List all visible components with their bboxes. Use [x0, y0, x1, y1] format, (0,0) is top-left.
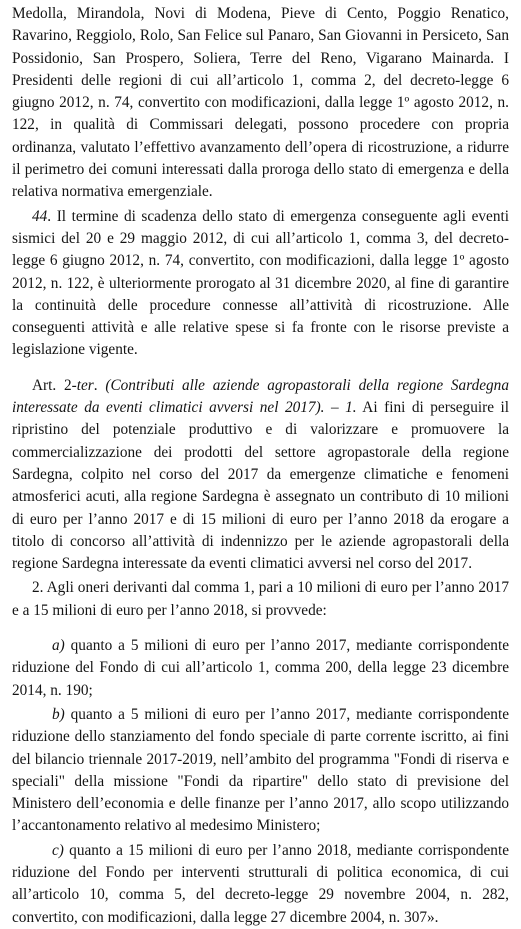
article-title: (Contributi alle aziende agropastorali della regione Sardegna interessate da eventi climatici avversi nel 2017). – 1.	[12, 376, 509, 417]
paragraph-comuni-continued: Medolla, Mirandola, Novi di Modena, Pieve di Cento, Poggio Renatico, Ravarino, Reggiolo, Rolo, San Felice sul Panaro, San Giovanni in Persiceto, San Possidonio, San Prospero, Soliera, Terre del Reno, Vigarano Mainarda. I Presidenti delle regioni di cui all’articolo 1, comma 2, del decreto-legge 6 giugno 2012, n. 74, convertito con modificazioni, dalla legge 1º agosto 2012, n. 122, in qualità di Commissari delegati, possono procedere con propria ordinanza, valutato l’effettivo avanzamento dell’opera di ricostruzione, a ridurre il perimetro dei comuni interessati dalla proroga dello stato di emergenza e della relativa normativa emergenziale.	[12, 5, 509, 201]
list-text-b: quanto a 5 milioni di euro per l’anno 2017, mediante corrispondente riduzione dello stanziamento del fondo speciale di parte corrente iscritto, ai fini del bilancio triennale 2017-2019, nell’ambito del programma "Fondi di riserva e speciali" della missione "Fondi da ripartire" dello stato di previsione del Ministero dell’economia e delle finanze per l’anno 2017, allo scopo utilizzando l’accantonamento relativo al medesimo Ministero;	[12, 705, 509, 835]
paragraph-art-2-ter	[12, 375, 509, 576]
paragraph-comma-2: 2. Agli oneri derivanti dal comma 1, pari a 10 milioni di euro per l’anno 2017 e a 15 milioni di euro per l’anno 2018, si provvede:	[12, 579, 509, 619]
article-label: Art. 2-	[32, 376, 77, 394]
comma-number: 44	[32, 207, 48, 225]
list-item-a	[12, 635, 509, 702]
article-dot: .	[93, 376, 106, 394]
comma-44-text: . Il termine di scadenza dello stato di emergenza conseguente agli eventi sismici del 20 e 29 maggio 2012, di cui all’articolo 1, comma 3, del decreto-legge 6 giugno 2012, n. 74, convertito, con modificazioni, dalla legge 1º agosto 2012, n. 122, è ulteriormente prorogato al 31 dicembre 2020, al fine di garantire la continuità delle procedure connesse all’attività di ricostruzione. Alle conseguenti attività e alle relative spese si fa fronte con le risorse previste a legislazione vigente.	[12, 207, 509, 359]
list-label-b: b)	[52, 705, 65, 723]
list-text-c: quanto a 15 milioni di euro per l’anno 2018, mediante corrispondente riduzione del Fondo per interventi strutturali di politica economica, di cui all’articolo 10, comma 5, del decreto-legge 29 novembre 2004, n. 282, convertito, con modificazioni, dalla legge 27 dicembre 2004, n. 307».	[12, 841, 509, 926]
article-body: Ai fini di perseguire il ripristino del potenziale produttivo e di valorizzare e promuovere la commercializzazione dei prodotti del settore agropastorale della regione Sardegna, colpito nel corso del 2017 da emergenze climatiche e fenomeni atmosferici acuti, alla regione Sardegna è assegnato un contributo di 10 milioni di euro per l’anno 2017 e di 15 milioni di euro per l’anno 2018 da erogare a titolo di concorso all’attività di indennizzo per le aziende agropastorali della regione Sardegna interessate da eventi climatici avversi nel corso del 2017.	[12, 399, 509, 573]
article-suffix: ter	[76, 376, 94, 394]
list-label-a: a)	[52, 637, 65, 655]
list-item-c	[12, 840, 509, 929]
list-item-b	[12, 704, 509, 838]
paragraph-comma-44	[12, 206, 509, 362]
list-label-c: c)	[52, 841, 64, 859]
list-text-a: quanto a 5 milioni di euro per l’anno 2017, mediante corrispondente riduzione del Fondo di cui all’articolo 1, comma 200, della legge 23 dicembre 2014, n. 190;	[12, 637, 509, 699]
